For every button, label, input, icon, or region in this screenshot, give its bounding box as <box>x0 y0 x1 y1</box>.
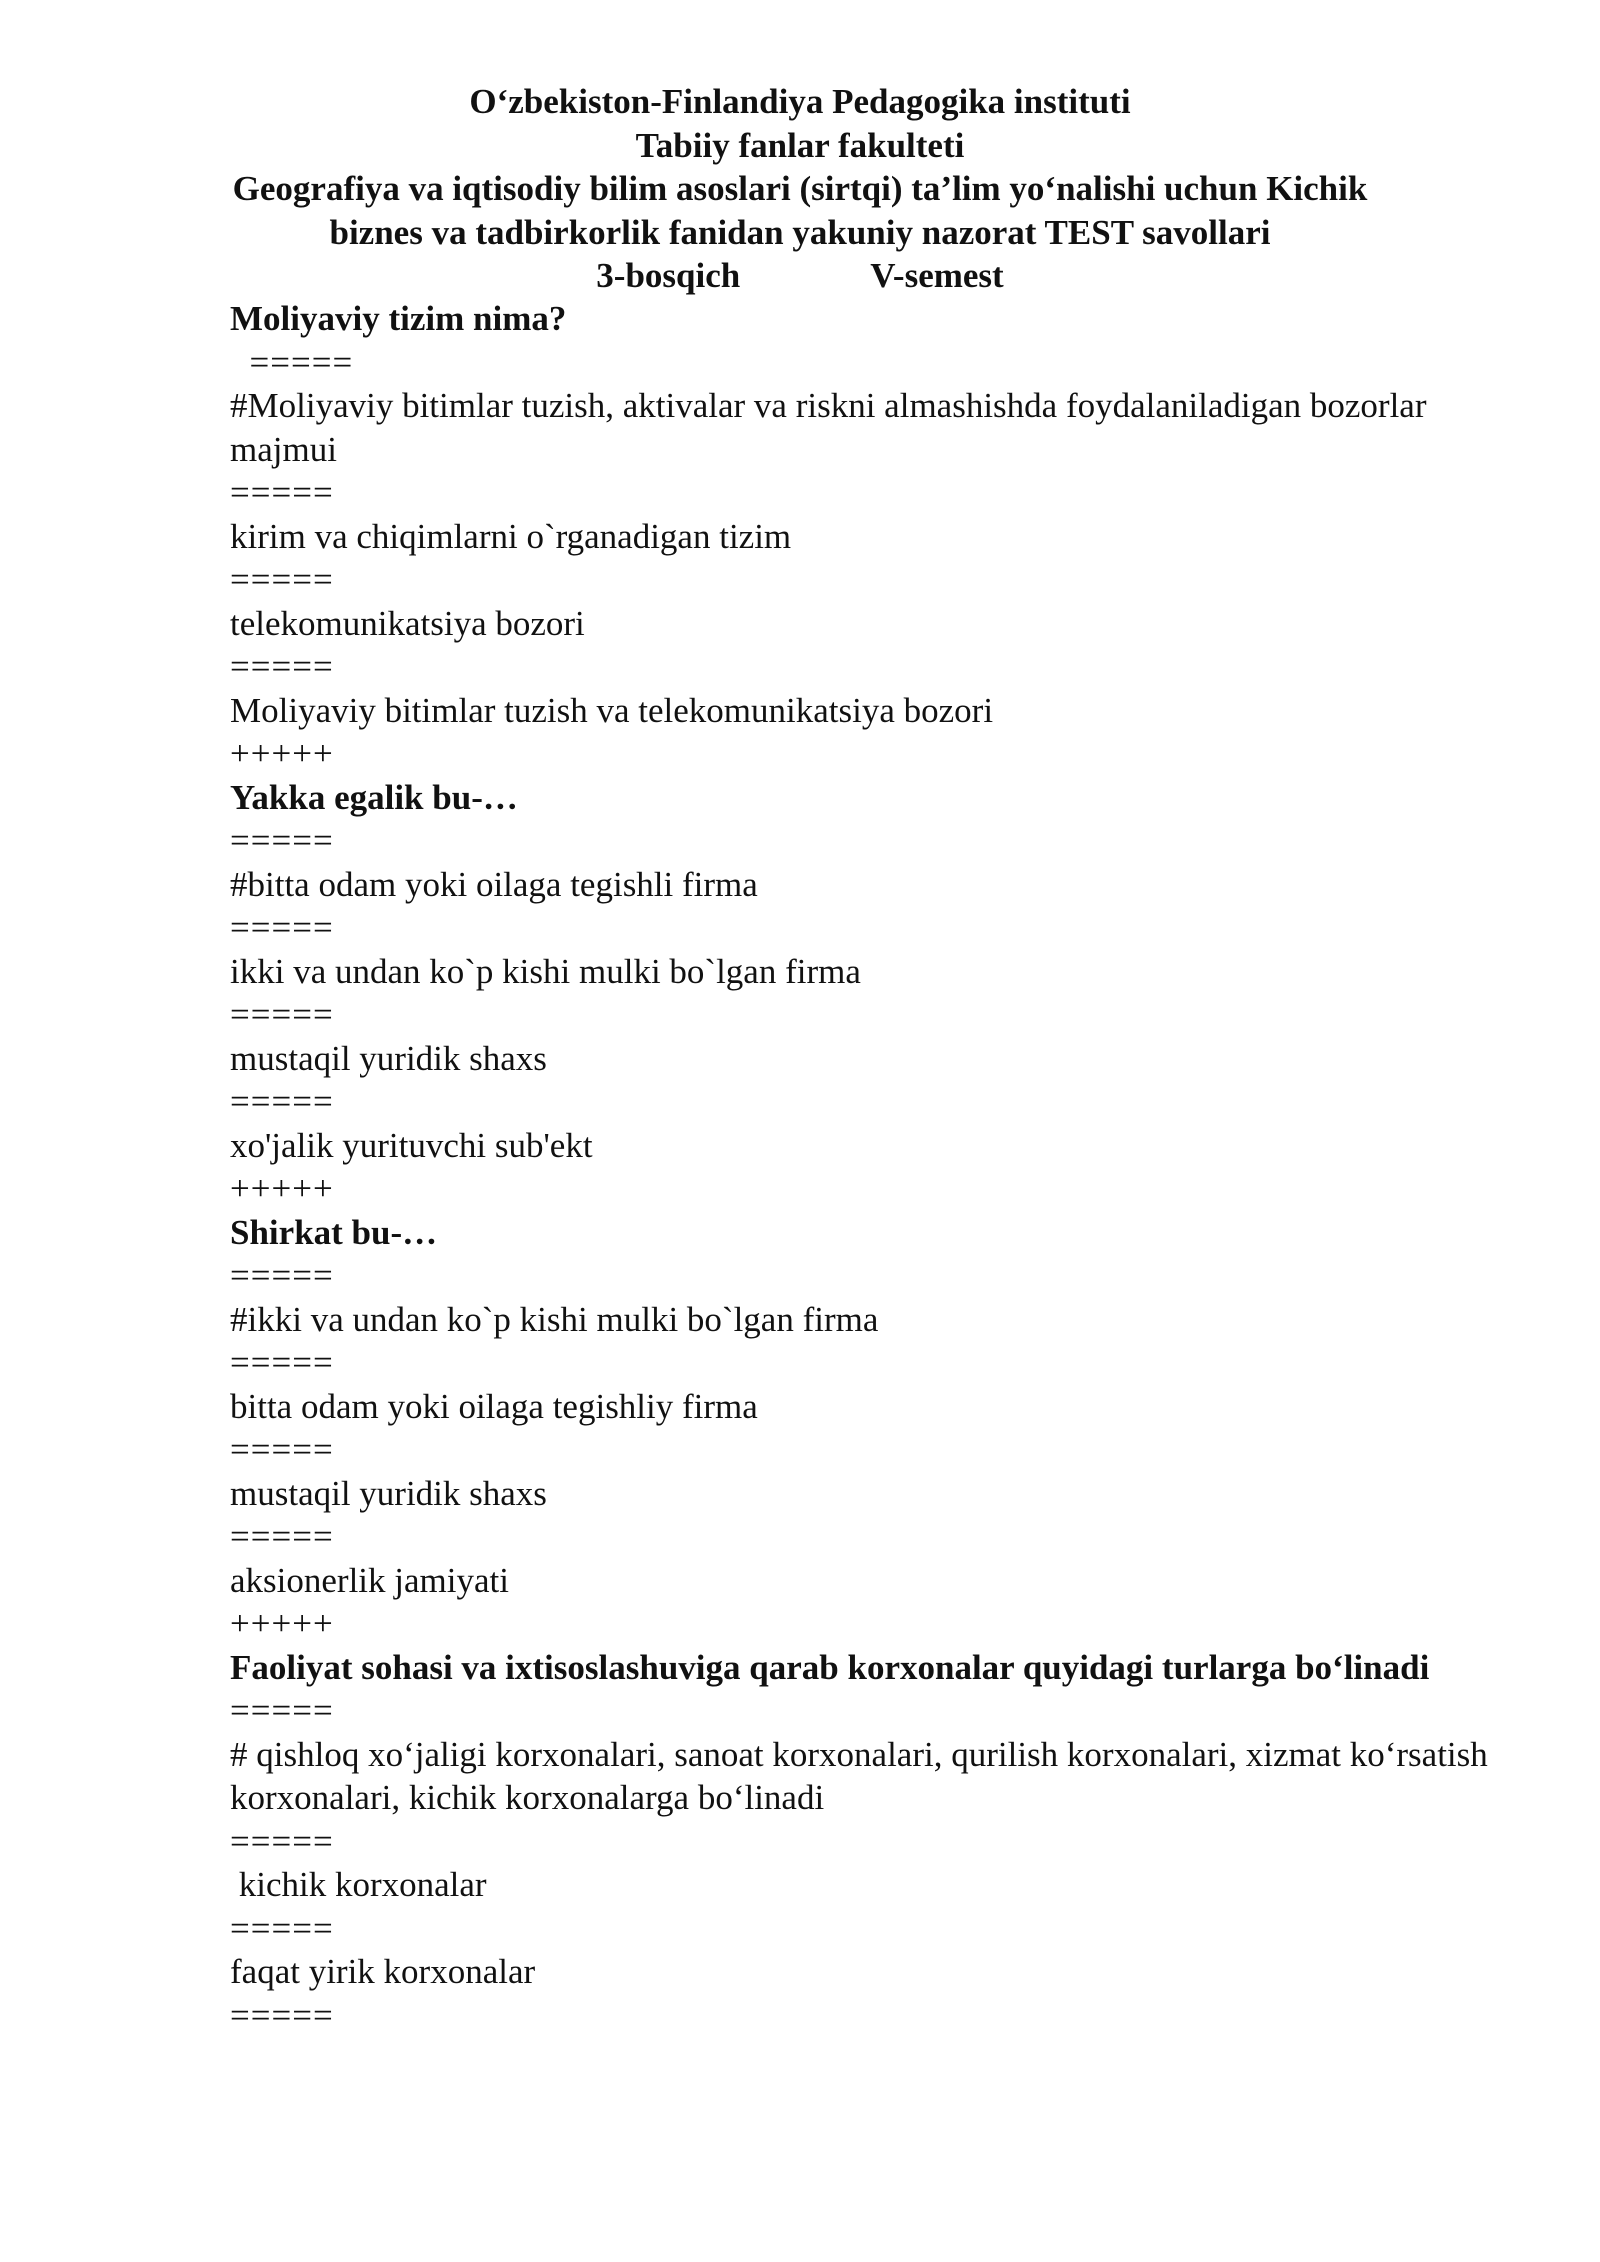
answer-separator: ===== <box>230 821 334 860</box>
answer-separator: ===== <box>230 1082 334 1121</box>
question-2-answer-3: mustaqil yuridik shaxs <box>230 1038 547 1078</box>
question-4-answer-1: # qishloq xo‘jaligi korxonalari, sanoat korxonalari, qurilish korxonalari, xizmat ko‘rsatish korxonalari, kichik korxonalarga bo‘linadi <box>230 1734 1497 1817</box>
question-separator: +++++ <box>230 734 334 773</box>
question-2-answer-4: xo'jalik yurituvchi sub'ekt <box>230 1125 593 1165</box>
answer-separator: ===== <box>230 1995 334 2035</box>
question-1-answer-4: Moliyaviy bitimlar tuzish va telekomunikatsiya bozori <box>230 690 994 730</box>
answer-separator: ===== <box>230 1430 334 1469</box>
institute-title: O‘zbekiston-Finlandiya Pedagogika instituti <box>469 82 1131 121</box>
answer-separator: ===== <box>230 1343 334 1382</box>
question-3-answer-3: mustaqil yuridik shaxs <box>230 1473 547 1513</box>
faculty-title: Tabiiy fanlar fakulteti <box>635 125 965 165</box>
subject-title-line-2: biznes va tadbirkorlik fanidan yakuniy nazorat TEST savollari <box>329 212 1271 252</box>
answer-separator: ===== <box>230 647 334 686</box>
question-2-text: Yakka egalik bu-… <box>230 777 518 817</box>
question-separator: +++++ <box>230 1169 334 1208</box>
question-3-answer-1: #ikki va undan ko`p kishi mulki bo`lgan firma <box>230 1299 879 1339</box>
question-4-text: Faoliyat sohasi va ixtisoslashuviga qarab korxonalar quyidagi turlarga bo‘linadi <box>230 1647 1430 1687</box>
question-3-answer-2: bitta odam yoki oilaga tegishliy firma <box>230 1386 758 1426</box>
stage-semester-line <box>0 254 1600 298</box>
answer-separator: ===== <box>230 908 334 947</box>
test-body <box>230 297 1497 2037</box>
answer-separator: ===== <box>230 1821 334 1861</box>
question-3-text: Shirkat bu-… <box>230 1212 438 1252</box>
question-1-answer-2: kirim va chiqimlarni o`rganadigan tizim <box>230 516 792 556</box>
semester-label: V-semest <box>870 256 1004 295</box>
answer-separator: ===== <box>230 1517 334 1556</box>
question-4-answer-2: kichik korxonalar <box>230 1865 487 1904</box>
question-1-text: Moliyaviy tizim nima? <box>230 299 567 338</box>
answer-separator: ===== <box>230 1908 334 1948</box>
answer-separator: ===== <box>230 1691 334 1730</box>
question-3-answer-4: aksionerlik jamiyati <box>230 1560 509 1600</box>
answer-separator: ===== <box>230 1256 334 1295</box>
question-2-answer-1: #bitta odam yoki oilaga tegishli firma <box>230 864 758 904</box>
answer-separator: ===== <box>230 995 334 1034</box>
document-header <box>0 80 1600 298</box>
subject-title-line-1: Geografiya va iqtisodiy bilim asoslari (sirtqi) ta’lim yo‘nalishi uchun Kichik <box>232 169 1368 208</box>
question-2-answer-2: ikki va undan ko`p kishi mulki bo`lgan firma <box>230 951 861 991</box>
answer-separator: ===== <box>230 560 334 599</box>
answer-separator: ===== <box>230 473 334 512</box>
question-1-answer-1: #Moliyaviy bitimlar tuzish, aktivalar va riskni almashishda foydalaniladigan bozorlar majmui <box>230 386 1436 469</box>
stage-label: 3-bosqich <box>596 256 741 295</box>
question-1-answer-3: telekomunikatsiya bozori <box>230 603 585 643</box>
question-separator: +++++ <box>230 1604 334 1643</box>
question-4-answer-3: faqat yirik korxonalar <box>230 1952 536 1991</box>
answer-separator: ===== <box>230 342 354 382</box>
